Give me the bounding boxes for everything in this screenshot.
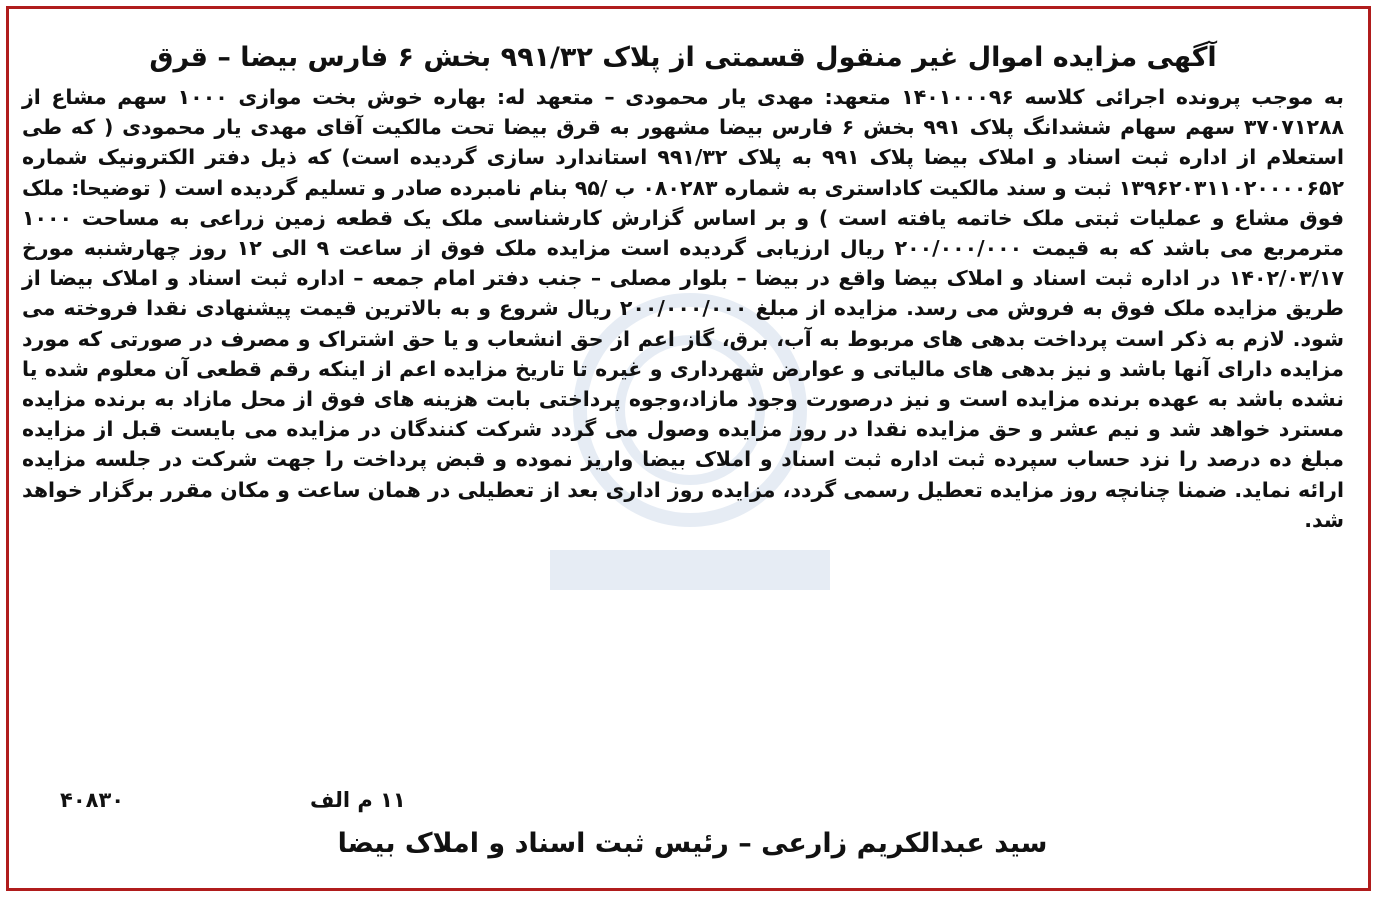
reference-number: ۴۰۸۳۰ xyxy=(60,788,125,812)
signature-line: سید عبدالکریم زارعی – رئیس ثبت اسناد و املاک بیضا xyxy=(337,828,1048,859)
notice-body: به موجب پرونده اجرائی کلاسه ۱۴۰۱۰۰۰۹۶ متعهد: مهدی یار محمودی – متعهد له: بهاره خوش بخت موازی ۱۰۰۰ سهم مشاع از ۳۷۰۷۱۲۸۸ سهم سهام ششدانگ پلاک ۹۹۱ بخش ۶ فارس بیضا مشهور به قرق بیضا تحت مالکیت آقای مهدی یار محمودی ( که طی استعلام از اداره ثبت اسناد و املاک بیضا پلاک ۹۹۱ به پلاک ۹۹۱/۳۲ استاندارد سازی گردیده است) که ذیل دفتر الکترونیک شماره ۱۳۹۶۲۰۳۱۱۰۲۰۰۰۰۶۵۲ ثبت و سند مالکیت کاداستری به شماره ۰۸۰۲۸۳ ب /۹۵ بنام نامبرده صادر و تسلیم گردیده است ( توضیحا: ملک فوق مشاع و عملیات ثبتی ملک خاتمه یافته است ) و بر اساس گزارش کارشناسی ملک یک قطعه زمین زراعی به مساحت ۱۰۰۰ مترمربع می باشد که به قیمت ۲۰۰/۰۰۰/۰۰۰ ریال ارزیابی گردیده است مزایده ملک فوق از ساعت ۹ الی ۱۲ روز چهارشنبه مورخ ۱۴۰۲/۰۳/۱۷ در اداره ثبت اسناد و املاک بیضا واقع در بیضا – بلوار مصلی – جنب دفتر امام جمعه – اداره ثبت اسناد و املاک بیضا از طریق مزایده ملک فوق به فروش می رسد. مزایده از مبلغ ۲۰۰/۰۰۰/۰۰۰ ریال شروع و به بالاترین قیمت پیشنهادی نقدا فروخته می شود. لازم به ذکر است پرداخت بدهی های مربوط به آب، برق، گاز اعم از حق انشعاب و یا حق اشتراک و مصرف در صورتی که مورد مزایده دارای آنها باشد و نیز بدهی های مالیاتی و عوارض شهرداری و غیره تا تاریخ مزایده اعم از اینکه رقم قطعی آن معلوم شده یا نشده باشد به عهده برنده مزایده است و نیز درصورت وجود مازاد،وجوه پرداختی بابت هزینه های فوق از محل مازاد به برنده مزایده مسترد خواهد شد و نیم عشر و حق مزایده نقدا در روز مزایده وصول می گردد شرکت کنندگان در مزایده می بایست قبل از مزایده مبلغ ده درصد را نزد حساب سپرده ثبت اداره ثبت اسناد و املاک بیضا واریز نموده و قبض پرداخت را جهت شرکت در جلسه مزایده ارائه نماید. ضمنا چنانچه روز مزایده تعطیل رسمی گردد، مزایده روز اداری بعد از تعطیلی در همان ساعت و مکان مقرر برگزار خواهد شد. xyxy=(22,85,1345,532)
notice-content xyxy=(22,36,1344,535)
bottom-divider xyxy=(14,889,1371,891)
notice-code: ۱۱ م الف xyxy=(310,788,406,812)
notice-footer xyxy=(60,788,1335,818)
notice-title: آگهی مزایده اموال غیر منقول قسمتی از پلاک ۹۹۱/۳۲ بخش ۶ فارس بیضا – قرق xyxy=(149,42,1217,73)
